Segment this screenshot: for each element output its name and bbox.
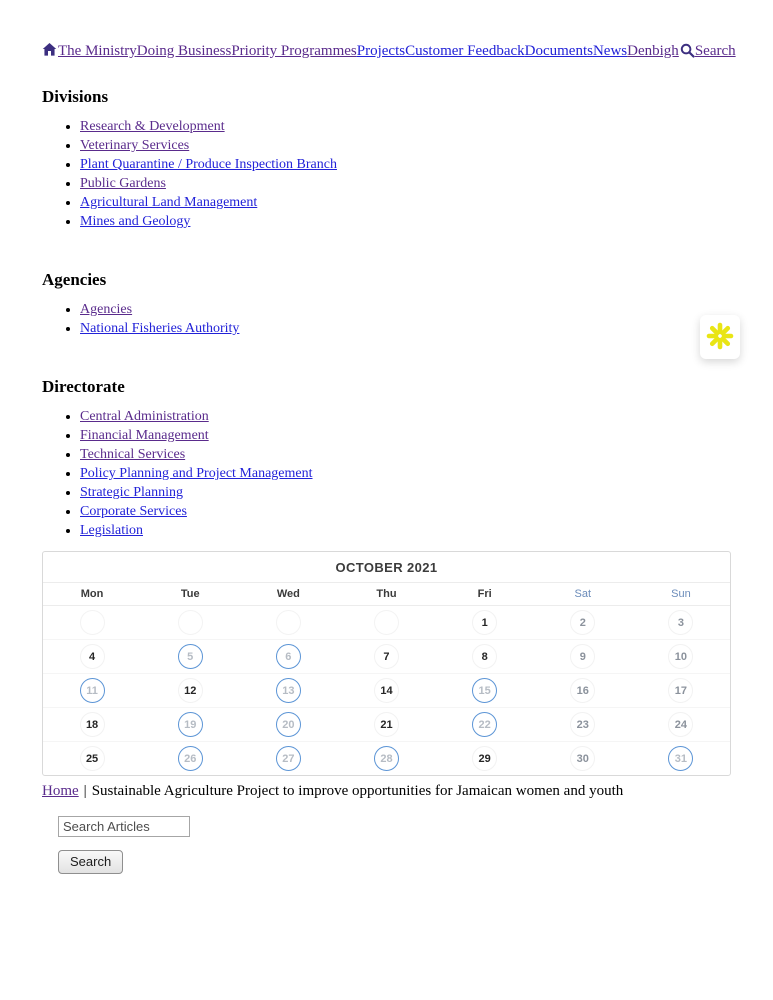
- link-mines-and-geology[interactable]: Mines and Geology: [80, 214, 191, 229]
- calendar-day-29: 29: [472, 746, 497, 771]
- calendar-cell: [436, 678, 534, 703]
- search-icon[interactable]: [680, 43, 695, 63]
- calendar-cell: [43, 746, 141, 771]
- list-item: [80, 302, 731, 318]
- link-corporate-services[interactable]: Corporate Services: [80, 504, 187, 519]
- day-header-sun: Sun: [671, 588, 691, 600]
- calendar-cell: [239, 678, 337, 703]
- calendar-cell: [43, 678, 141, 703]
- calendar-day-30: 30: [570, 746, 595, 771]
- calendar-day-9: 9: [570, 644, 595, 669]
- calendar-day-headers: [43, 583, 730, 606]
- calendar-grid: [43, 606, 730, 775]
- link-public-gardens[interactable]: Public Gardens: [80, 176, 166, 191]
- calendar-day-24: 24: [668, 712, 693, 737]
- section-list-directorate: [42, 409, 731, 539]
- calendar-cell: [141, 746, 239, 771]
- calendar-day-20[interactable]: 20: [276, 712, 301, 737]
- nav-link-projects[interactable]: Projects: [356, 43, 406, 59]
- calendar-cell: [141, 644, 239, 669]
- nav-link-doing-business[interactable]: Doing Business: [136, 43, 232, 59]
- articles-search-input[interactable]: [58, 816, 190, 837]
- calendar-day-empty: [276, 610, 301, 635]
- day-header-wed: Wed: [276, 588, 300, 600]
- calendar: [42, 551, 731, 776]
- calendar-week-row: [43, 674, 730, 708]
- list-item: [80, 485, 731, 501]
- calendar-day-26[interactable]: 26: [178, 746, 203, 771]
- calendar-day-4: 4: [80, 644, 105, 669]
- calendar-day-17: 17: [668, 678, 693, 703]
- calendar-day-31[interactable]: 31: [668, 746, 693, 771]
- calendar-cell: [43, 644, 141, 669]
- link-agricultural-land-management[interactable]: Agricultural Land Management: [80, 195, 258, 210]
- link-policy-planning-and-project-management[interactable]: Policy Planning and Project Management: [80, 466, 313, 481]
- link-central-administration[interactable]: Central Administration: [80, 409, 209, 424]
- calendar-day-12: 12: [178, 678, 203, 703]
- calendar-day-22[interactable]: 22: [472, 712, 497, 737]
- calendar-cell: [436, 746, 534, 771]
- calendar-cell: [632, 712, 730, 737]
- day-header-fri: Fri: [477, 588, 492, 600]
- link-strategic-planning[interactable]: Strategic Planning: [80, 485, 184, 500]
- link-veterinary-services[interactable]: Veterinary Services: [80, 138, 190, 153]
- list-item: [80, 138, 731, 154]
- list-item: [80, 157, 731, 173]
- calendar-day-5[interactable]: 5: [178, 644, 203, 669]
- link-research-development[interactable]: Research & Development: [80, 119, 225, 134]
- calendar-week-row: [43, 640, 730, 674]
- asterisk-icon: [706, 322, 734, 353]
- section-list-agencies: [42, 302, 731, 337]
- nav-link-priority-programmes[interactable]: Priority Programmes: [231, 43, 357, 59]
- calendar-cell: [632, 610, 730, 635]
- calendar-cell: [534, 644, 632, 669]
- list-item: [80, 176, 731, 192]
- calendar-cell: [337, 644, 435, 669]
- nav-link-the-ministry[interactable]: The Ministry: [58, 43, 137, 59]
- section-list-divisions: [42, 119, 731, 230]
- list-item: [80, 195, 731, 211]
- section-heading-directorate: Directorate: [42, 377, 125, 396]
- calendar-day-6[interactable]: 6: [276, 644, 301, 669]
- accessibility-widget-button[interactable]: [700, 315, 740, 359]
- nav-link-documents[interactable]: Documents: [524, 43, 593, 59]
- breadcrumb: [42, 782, 731, 800]
- breadcrumb-separator: |: [83, 783, 87, 799]
- calendar-day-16: 16: [570, 678, 595, 703]
- articles-search-button[interactable]: Search: [58, 850, 123, 874]
- calendar-day-empty: [374, 610, 399, 635]
- nav-link-customer-feedback[interactable]: Customer Feedback: [405, 43, 525, 59]
- calendar-cell: [43, 610, 141, 635]
- day-header-tue: Tue: [180, 588, 200, 600]
- section-heading-divisions: Divisions: [42, 87, 109, 106]
- day-header-thu: Thu: [376, 588, 397, 600]
- article-search-form: [58, 816, 731, 874]
- nav-link-denbigh[interactable]: Denbigh: [627, 43, 679, 59]
- calendar-day-14: 14: [374, 678, 399, 703]
- breadcrumb-page-title: Sustainable Agriculture Project to improve opportunities for Jamaican women and youth: [91, 783, 624, 799]
- link-technical-services[interactable]: Technical Services: [80, 447, 186, 462]
- calendar-cell: [534, 746, 632, 771]
- calendar-day-15[interactable]: 15: [472, 678, 497, 703]
- calendar-cell: [337, 746, 435, 771]
- calendar-day-11[interactable]: 11: [80, 678, 105, 703]
- calendar-day-empty: [80, 610, 105, 635]
- calendar-day-18: 18: [80, 712, 105, 737]
- list-item: [80, 447, 731, 463]
- nav-link-search[interactable]: Search: [694, 43, 736, 59]
- list-item: [80, 466, 731, 482]
- link-plant-quarantine-produce-inspection-branch[interactable]: Plant Quarantine / Produce Inspection Branch: [80, 157, 337, 172]
- calendar-cell: [632, 678, 730, 703]
- list-item: [80, 523, 731, 539]
- day-header-mon: Mon: [80, 588, 104, 600]
- calendar-day-27[interactable]: 27: [276, 746, 301, 771]
- calendar-day-21: 21: [374, 712, 399, 737]
- breadcrumb-home-link[interactable]: Home: [42, 783, 79, 799]
- calendar-cell: [632, 746, 730, 771]
- calendar-week-row: [43, 708, 730, 742]
- calendar-cell: [239, 610, 337, 635]
- calendar-day-19[interactable]: 19: [178, 712, 203, 737]
- list-item: [80, 504, 731, 520]
- section-heading-agencies: Agencies: [42, 270, 107, 289]
- link-national-fisheries-authority[interactable]: National Fisheries Authority: [80, 321, 240, 336]
- calendar-cell: [436, 610, 534, 635]
- top-nav-links: [58, 43, 679, 59]
- calendar-day-2: 2: [570, 610, 595, 635]
- calendar-cell: [337, 678, 435, 703]
- calendar-cell: [337, 610, 435, 635]
- calendar-cell: [632, 644, 730, 669]
- calendar-day-25: 25: [80, 746, 105, 771]
- calendar-cell: [239, 712, 337, 737]
- calendar-cell: [43, 712, 141, 737]
- sections: [42, 87, 731, 539]
- calendar-cell: [141, 610, 239, 635]
- nav-link-news[interactable]: News: [592, 43, 628, 59]
- calendar-cell: [141, 678, 239, 703]
- calendar-day-13[interactable]: 13: [276, 678, 301, 703]
- calendar-week-row: [43, 742, 730, 775]
- top-nav: [42, 42, 736, 63]
- calendar-day-10: 10: [668, 644, 693, 669]
- calendar-day-1: 1: [472, 610, 497, 635]
- link-agencies[interactable]: Agencies: [80, 302, 133, 317]
- list-item: [80, 214, 731, 230]
- calendar-day-8: 8: [472, 644, 497, 669]
- calendar-cell: [337, 712, 435, 737]
- link-financial-management[interactable]: Financial Management: [80, 428, 209, 443]
- list-item: [80, 409, 731, 425]
- calendar-cell: [534, 610, 632, 635]
- day-header-sat: Sat: [574, 588, 592, 600]
- calendar-cell: [534, 678, 632, 703]
- calendar-cell: [141, 712, 239, 737]
- home-icon[interactable]: [42, 42, 57, 62]
- list-item: [80, 321, 731, 337]
- link-legislation[interactable]: Legislation: [80, 523, 143, 538]
- calendar-title: OCTOBER 2021: [43, 552, 730, 583]
- calendar-cell: [436, 644, 534, 669]
- calendar-day-7: 7: [374, 644, 399, 669]
- calendar-day-3: 3: [668, 610, 693, 635]
- list-item: [80, 119, 731, 135]
- calendar-cell: [239, 746, 337, 771]
- calendar-day-23: 23: [570, 712, 595, 737]
- calendar-day-28[interactable]: 28: [374, 746, 399, 771]
- calendar-day-empty: [178, 610, 203, 635]
- calendar-cell: [534, 712, 632, 737]
- list-item: [80, 428, 731, 444]
- calendar-week-row: [43, 606, 730, 640]
- calendar-cell: [436, 712, 534, 737]
- calendar-cell: [239, 644, 337, 669]
